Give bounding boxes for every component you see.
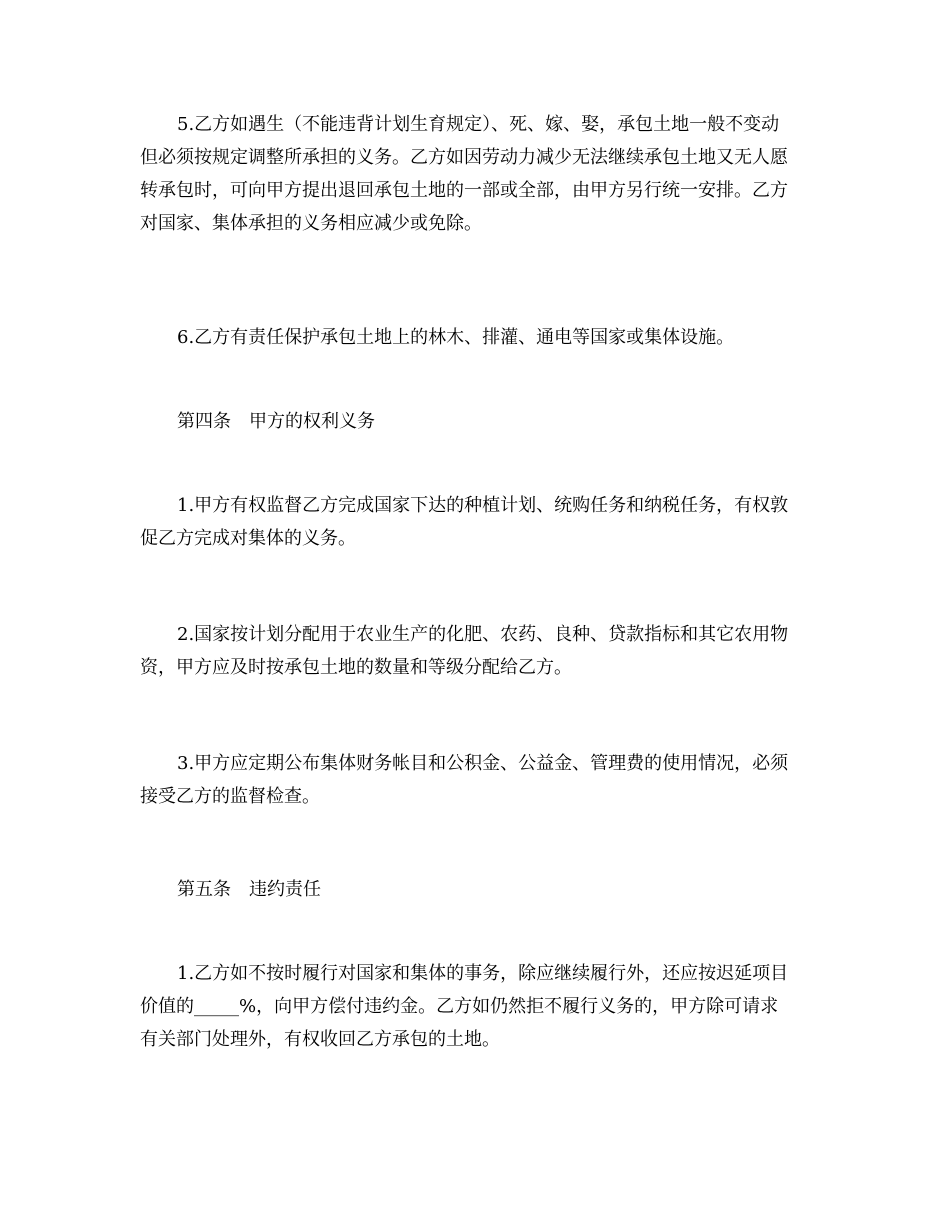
text-line: 接受乙方的监督检查。: [140, 786, 320, 807]
text-line: 促乙方完成对集体的义务。: [140, 528, 356, 549]
text-line: 对国家、集体承担的义务相应减少或免除。: [140, 213, 482, 234]
text-line: 3.甲方应定期公布集体财务帐目和公积金、公益金、管理费的使用情况，必须: [177, 753, 789, 774]
text-line: 资，甲方应及时按承包土地的数量和等级分配给乙方。: [140, 657, 572, 678]
text-line: 2.国家按计划分配用于农业生产的化肥、农药、良种、贷款指标和其它农用物: [177, 624, 789, 645]
text-line: 1.甲方有权监督乙方完成国家下达的种植计划、统购任务和纳税任务，有权敦: [177, 495, 789, 516]
heading-article-4: [140, 405, 820, 438]
paragraph-article4-item-3: [140, 747, 820, 813]
text-line: 有关部门处理外，有权收回乙方承包的土地。: [140, 1029, 500, 1050]
text-line: 5.乙方如遇生（不能违背计划生育规定）、死、嫁、娶，承包土地一般不变动: [177, 114, 780, 135]
paragraph-5-life-events: [140, 108, 820, 240]
section-heading: 第五条 违约责任: [177, 879, 321, 900]
paragraph-article4-item-2: [140, 618, 820, 684]
text-line: 价值的_____%，向甲方偿付违约金。乙方如仍然拒不履行义务的，甲方除可请求: [140, 996, 779, 1017]
text-line: 6.乙方有责任保护承包土地上的林木、排灌、通电等国家或集体设施。: [177, 327, 735, 348]
section-heading: 第四条 甲方的权利义务: [177, 411, 375, 432]
paragraph-article5-item-1: [140, 957, 820, 1056]
text-line: 转承包时，可向甲方提出退回承包土地的一部或全部，由甲方另行统一安排。乙方: [140, 180, 788, 201]
text-line: 1.乙方如不按时履行对国家和集体的事务，除应继续履行外，还应按迟延项目: [177, 963, 789, 984]
heading-article-5: [140, 873, 820, 906]
paragraph-6-protect-facilities: [140, 321, 820, 354]
paragraph-article4-item-1: [140, 489, 820, 555]
text-line: 但必须按规定调整所承担的义务。乙方如因劳动力减少无法继续承包土地又无人愿: [140, 147, 788, 168]
